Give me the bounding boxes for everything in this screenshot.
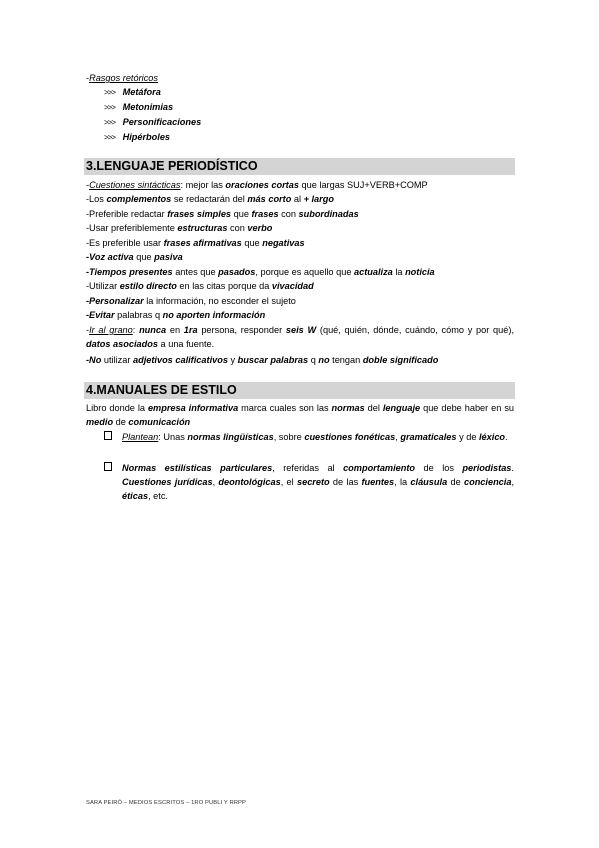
rasgos-item xyxy=(104,131,170,144)
arrow-icon: >>> xyxy=(104,88,116,97)
section-3-line: -Usar preferiblemente estructuras con verbo xyxy=(86,223,273,233)
rasgos-item-label: Personificaciones xyxy=(122,117,202,127)
rasgos-item-label: Hipérboles xyxy=(122,132,171,142)
section-3-line: -Preferible redactar frases simples que frases con subordinadas xyxy=(86,209,359,219)
checkbox-bullet-icon xyxy=(104,431,112,442)
section-3-heading: 3.LENGUAJE PERIODÍSTICO xyxy=(84,158,515,175)
section-3-line: -Voz activa que pasiva xyxy=(86,252,183,262)
section-3-line: -Evitar palabras q no aporten información xyxy=(86,310,266,320)
rasgos-item xyxy=(104,101,173,114)
rasgos-item xyxy=(104,116,201,129)
section-3-line: -Cuestiones sintácticas: mejor las oraciones cortas que largas SUJ+VERB+COMP xyxy=(86,180,428,190)
arrow-icon: >>> xyxy=(104,103,116,112)
section-3-line: -No utilizar adjetivos calificativos y buscar palabras q no tengan doble significado xyxy=(86,355,439,365)
section-4-bullet: Plantean: Unas normas lingüísticas, sobre cuestiones fonéticas, gramaticales y de léxico. xyxy=(122,432,508,442)
rasgos-item xyxy=(104,86,161,99)
section-3-line: -Ir al grano: nunca en 1ra persona, responder seis W (qué, quién, dónde, cuándo, cómo y por qué), datos asociados a una fuente. xyxy=(86,325,514,349)
rasgos-title: -Rasgos retóricos xyxy=(86,73,158,83)
section-3-line: -Los complementos se redactarán del más corto al + largo xyxy=(86,194,334,204)
arrow-icon: >>> xyxy=(104,118,116,127)
section-3-line: -Personalizar la información, no esconder el sujeto xyxy=(86,296,296,306)
section-3-line: -Tiempos presentes antes que pasados, porque es aquello que actualiza la noticia xyxy=(86,267,435,277)
section-4-intro: Libro donde la empresa informativa marca cuales son las normas del lenguaje que debe haber en su medio de comunicación xyxy=(86,403,515,427)
rasgos-item-label: Metáfora xyxy=(122,87,161,97)
section-4-heading: 4.MANUALES DE ESTILO xyxy=(84,382,515,399)
section-3-line: -Utilizar estilo directo en las citas porque da vivacidad xyxy=(86,281,314,291)
section-3-line: -Es preferible usar frases afirmativas que negativas xyxy=(86,238,305,248)
rasgos-item-label: Metonimias xyxy=(122,102,174,112)
arrow-icon: >>> xyxy=(104,133,116,142)
checkbox-bullet-icon xyxy=(104,462,112,473)
rasgos-title-text: Rasgos retóricos xyxy=(89,73,158,83)
page-footer: SARA PEIRÓ – MEDIOS ESCRITOS – 1RO PUBLI Y RRPP xyxy=(86,800,246,806)
section-4-bullet: Normas estilísticas particulares, referidas al comportamiento de los periodistas. Cuestiones jurídicas, deontológicas, el secreto de las fuentes, la cláusula de conciencia, éticas, etc. xyxy=(122,463,515,501)
